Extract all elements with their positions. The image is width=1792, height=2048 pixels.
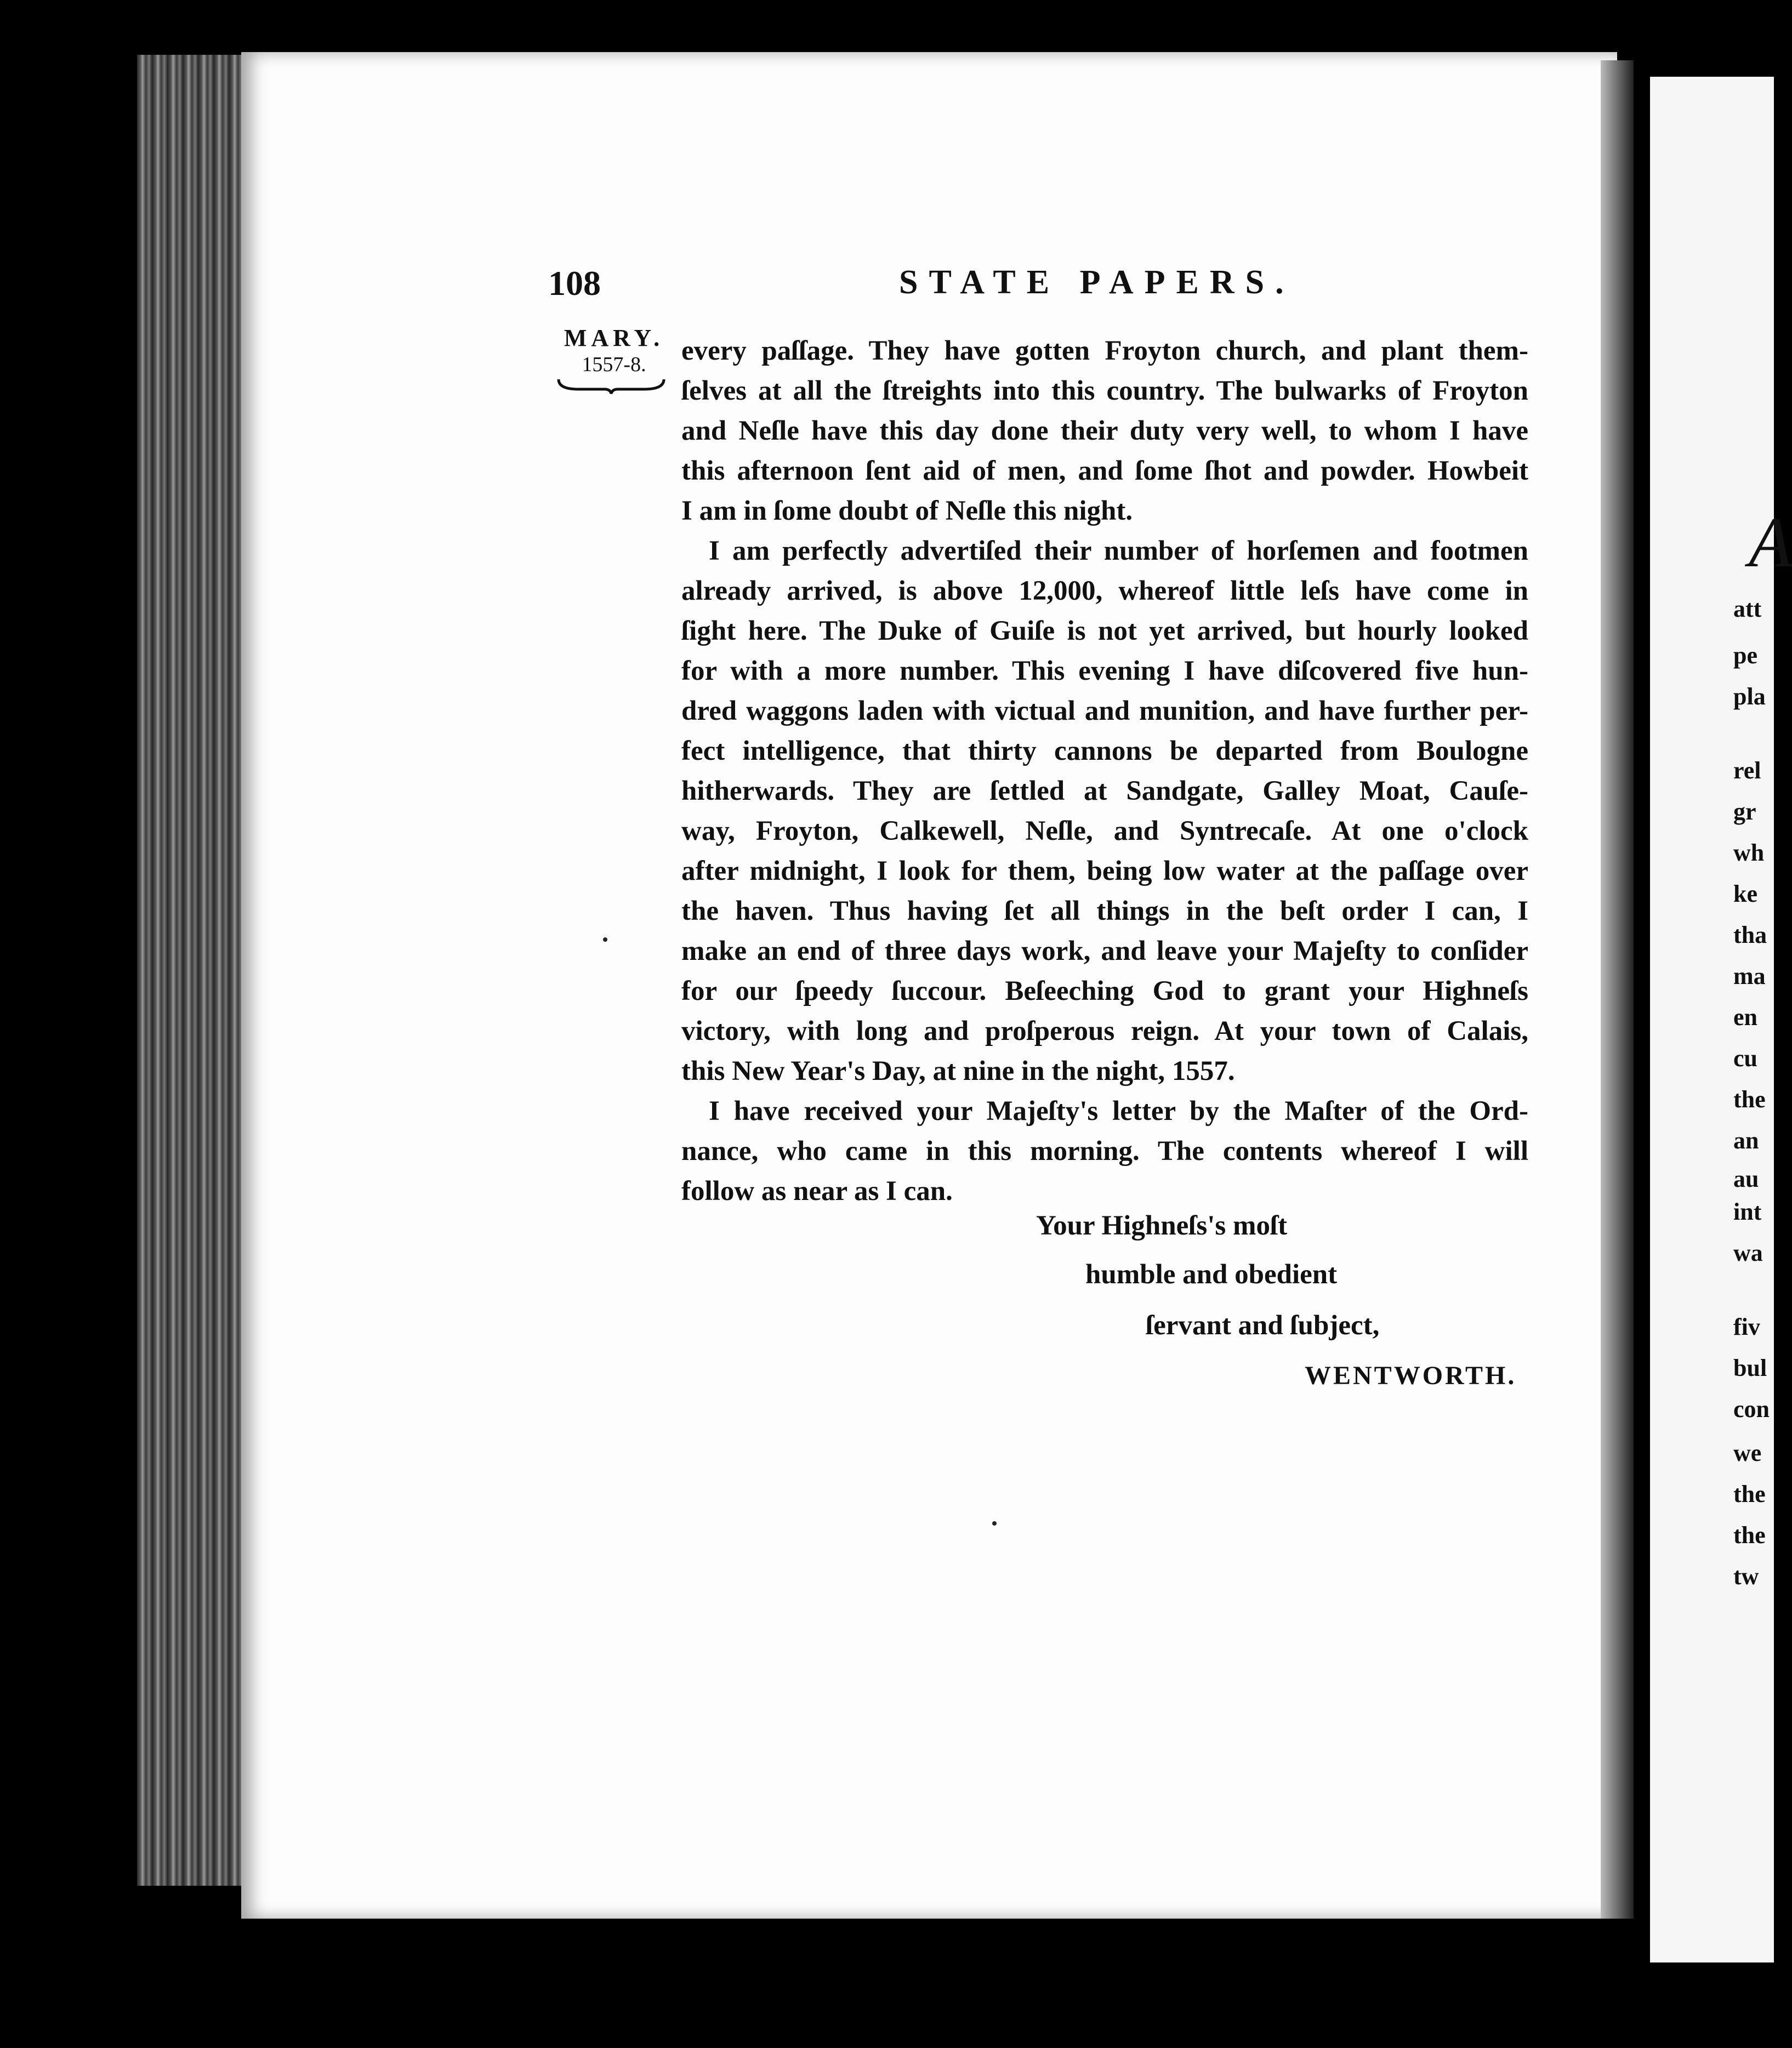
adjacent-page-fragment: tw (1733, 1563, 1759, 1590)
margin-note-name: MARY. (564, 325, 664, 351)
body-line: for with a more number. This evening I have diſcovered five hun- (681, 656, 1528, 686)
body-line: I am in ſome doubt of Neſle this night. (681, 496, 1133, 526)
signature: WENTWORTH. (1305, 1361, 1517, 1390)
print-speck (992, 1521, 997, 1526)
adjacent-page-fragment: bul (1733, 1355, 1767, 1381)
body-line: this New Year's Day, at nine in the night, 1557. (681, 1056, 1235, 1086)
adjacent-drop-capital: A (1749, 503, 1792, 582)
body-line: the haven. Thus having ſet all things in the beſt order I can, I (681, 896, 1528, 926)
adjacent-page-fragment: att (1733, 595, 1762, 622)
body-line: ſelves at all the ſtreights into this country. The bulwarks of Froyton (681, 376, 1528, 406)
adjacent-page-fragment: tha (1733, 921, 1767, 948)
body-line: already arrived, is above 12,000, whereof little leſs have come in (681, 576, 1528, 606)
body-line: for our ſpeedy ſuccour. Beſeeching God to grant your Highneſs (681, 976, 1528, 1006)
adjacent-page-fragment: pla (1733, 683, 1766, 710)
body-line: this afternoon ſent aid of men, and ſome ſhot and powder. Howbeit (681, 456, 1528, 486)
closing-line-2: humble and obedient (1085, 1259, 1338, 1290)
adjacent-page-fragment: the (1733, 1086, 1766, 1113)
body-text (681, 331, 1528, 1211)
adjacent-page-fragment: the (1733, 1481, 1766, 1507)
adjacent-page-fragment: cu (1733, 1045, 1757, 1072)
body-line: way, Froyton, Calkewell, Neſle, and Syntrecaſe. At one o'clock (681, 816, 1528, 846)
adjacent-page-fragment: wa (1733, 1239, 1763, 1266)
adjacent-page-fragment: int (1733, 1198, 1762, 1225)
book-binding (137, 55, 247, 1886)
body-line: victory, with long and proſperous reign. At your town of Calais, (681, 1016, 1528, 1046)
margin-note (554, 325, 674, 378)
body-line: dred waggons laden with victual and munition, and have further per- (681, 696, 1528, 726)
closing-line-1: Your Highneſs's moſt (1036, 1210, 1288, 1241)
body-line: hitherwards. They are ſettled at Sandgate, Galley Moat, Cauſe- (681, 776, 1528, 806)
adjacent-page-fragment: au (1733, 1165, 1759, 1192)
adjacent-page-fragment: ma (1733, 963, 1766, 989)
adjacent-page-fragment: an (1733, 1127, 1759, 1154)
closing-line-3: ſervant and ſubject, (1146, 1310, 1380, 1341)
body-line: every paſſage. They have gotten Froyton church, and plant them- (681, 335, 1528, 366)
adjacent-page-fragment: we (1733, 1440, 1762, 1466)
body-line: nance, who came in this morning. The contents whereof I will (681, 1136, 1528, 1167)
margin-note-year: 1557-8. (582, 353, 646, 376)
page-gutter-shadow (1601, 60, 1634, 1919)
body-line: and Neſle have this day done their duty very well, to whom I have (681, 416, 1528, 446)
body-line: fect intelligence, that thirty cannons be departed from Boulogne (681, 736, 1528, 766)
body-line: after midnight, I look for them, being low water at the paſſage over (681, 856, 1528, 886)
body-line: follow as near as I can. (681, 1176, 953, 1207)
print-speck (603, 937, 607, 942)
adjacent-page-fragment: rel (1733, 757, 1761, 784)
body-line: ſight here. The Duke of Guiſe is not yet arrived, but hourly looked (681, 616, 1528, 646)
page-number: 108 (548, 264, 601, 303)
adjacent-page-fragment: con (1733, 1396, 1770, 1423)
body-line: make an end of three days work, and leave your Majeſty to conſider (681, 936, 1528, 966)
adjacent-page-fragment: en (1733, 1004, 1757, 1031)
adjacent-page-fragment: the (1733, 1522, 1766, 1549)
adjacent-page-edge (1650, 77, 1792, 1962)
adjacent-page-fragment: ke (1733, 880, 1757, 907)
adjacent-page-fragment: gr (1733, 798, 1756, 825)
adjacent-page-fragment: wh (1733, 839, 1765, 866)
adjacent-page-fragment: fiv (1733, 1313, 1760, 1340)
running-head: STATE PAPERS. (899, 264, 1295, 301)
body-line: I am perfectly advertiſed their number of horſemen and footmen (709, 536, 1528, 566)
body-line: I have received your Majeſty's letter by the Maſter of the Ord- (709, 1096, 1528, 1127)
margin-brace (556, 378, 666, 395)
adjacent-page-fragment: pe (1733, 642, 1757, 669)
